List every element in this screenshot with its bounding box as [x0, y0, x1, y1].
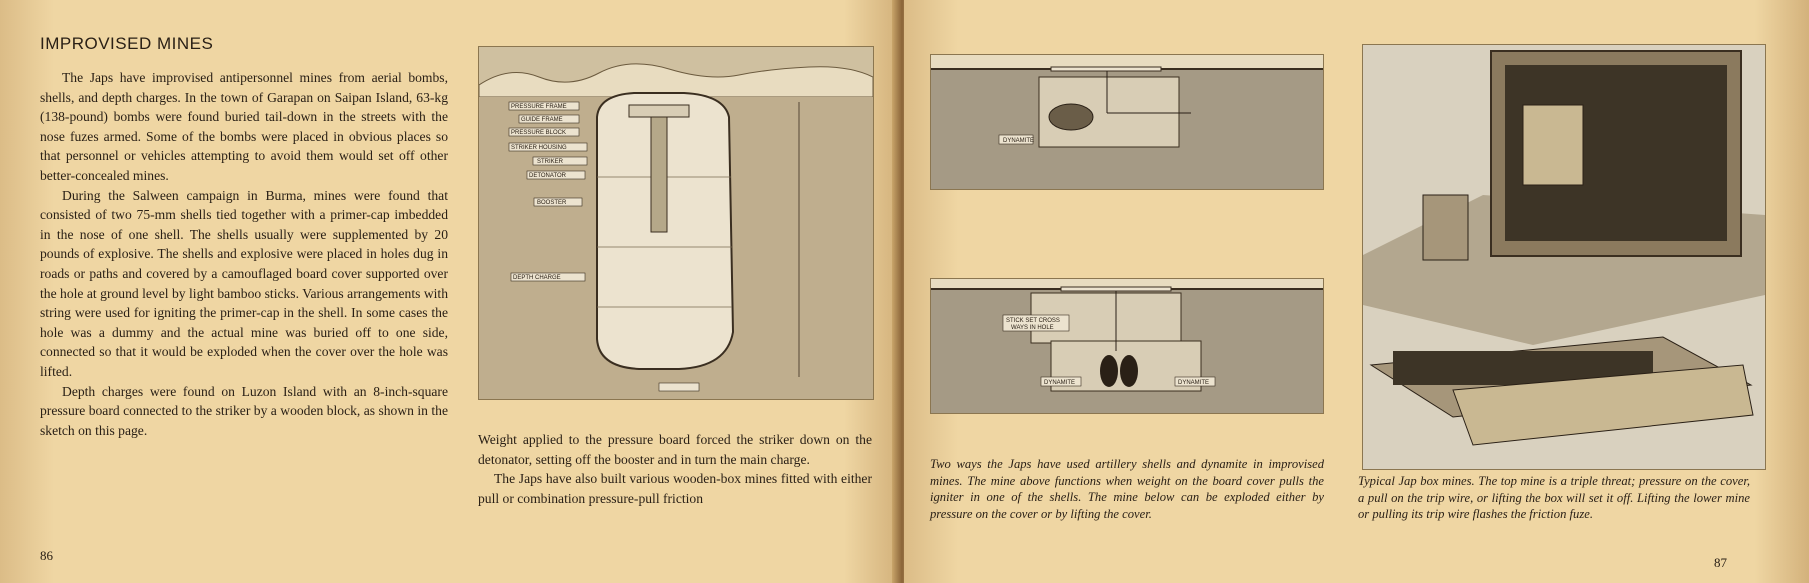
paragraph: During the Salween campaign in Burma, mines were found that consisted of two 75-mm shells tied together with a primer-cap imbedded in the nose of one shell. The shells usually were supplemented by 20 pounds of explosive. The shells and explosive were placed in holes dug in roads or paths and covered by a camouflaged board cover supported over the hole at ground level by light bamboo sticks. Various arrangements with string were used for igniting the primer-cap in the shell. In some cases the hole was a dummy and the actual mine was buried off to one side, connected so that it would be exploded when the cover over the hole was lifted. — [40, 187, 448, 379]
depth-charge-sketch — [479, 47, 873, 399]
page-number: 86 — [40, 548, 53, 563]
text-column-2 — [478, 430, 872, 508]
left-page — [0, 0, 898, 583]
paragraph: Weight applied to the pressure board forced the striker down on the detonator, setting off the booster and in turn the main charge. — [478, 432, 872, 467]
caption-box-mines: Typical Jap box mines. The top mine is a triple threat; pressure on the cover, a pull on the trip wire, or lifting the box will set it off. Lifting the lower mine or pulling its trip wire flashes the friction fuze. — [1358, 474, 1750, 521]
label-dynamite-right: DYNAMITE — [1178, 380, 1210, 386]
box-mines-photo — [1362, 44, 1766, 470]
box-mines-image — [1363, 45, 1765, 469]
label-pressure-block: PRESSURE BLOCK — [511, 130, 567, 136]
caption-shell-mines: Two ways the Japs have used artillery shells and dynamite in improvised mines. The mine above functions when weight on the board cover pulls the igniter in one of the shells. The mine below can be exploded either by pressure on the cover or by lifting the cover. — [930, 457, 1324, 521]
shell-mine-diagram-bottom — [930, 278, 1324, 414]
paragraph: Depth charges were found on Luzon Island with an 8-inch-square pressure board connected to the striker by a wooden block, as shown in the sketch on this page. — [40, 383, 448, 438]
right-page — [904, 0, 1809, 583]
paragraph: The Japs have also built various wooden-box mines fitted with either pull or combination pressure-pull friction — [478, 471, 872, 506]
depth-charge-mine-diagram — [478, 46, 874, 400]
label-detonator: DETONATOR — [529, 173, 567, 179]
label-booster: BOOSTER — [537, 200, 567, 206]
label-guide-frame: GUIDE FRAME — [521, 117, 563, 123]
shell-mine-diagram-top — [930, 54, 1324, 190]
shell-mine-sketch-top — [931, 55, 1323, 189]
page-number: 87 — [1714, 555, 1727, 570]
label-depth-charge: DEPTH CHARGE — [513, 275, 561, 281]
label-stick-set-cross: STICK SET CROSS — [1006, 318, 1060, 324]
section-heading: IMPROVISED MINES — [40, 34, 214, 53]
paragraph: The Japs have improvised antipersonnel mines from aerial bombs, shells, and depth charges. In the town of Garapan on Saipan Island, 63-kg (138-pound) bombs were found buried tail-down in the streets with the nose fuzes armed. Some of the bombs were placed in obvious places so that personnel or vehicles attempting to avoid them would set off other better-concealed mines. — [40, 70, 448, 183]
label-dynamite: DYNAMITE — [1003, 138, 1035, 144]
label-striker-housing: STRIKER HOUSING — [511, 145, 567, 151]
shell-mine-sketch-bottom — [931, 279, 1323, 413]
text-column-1 — [40, 68, 448, 440]
label-ways-in-hole: WAYS IN HOLE — [1011, 325, 1054, 331]
label-striker: STRIKER — [537, 159, 564, 165]
label-dynamite-left: DYNAMITE — [1044, 380, 1076, 386]
label-pressure-frame: PRESSURE FRAME — [511, 104, 567, 110]
